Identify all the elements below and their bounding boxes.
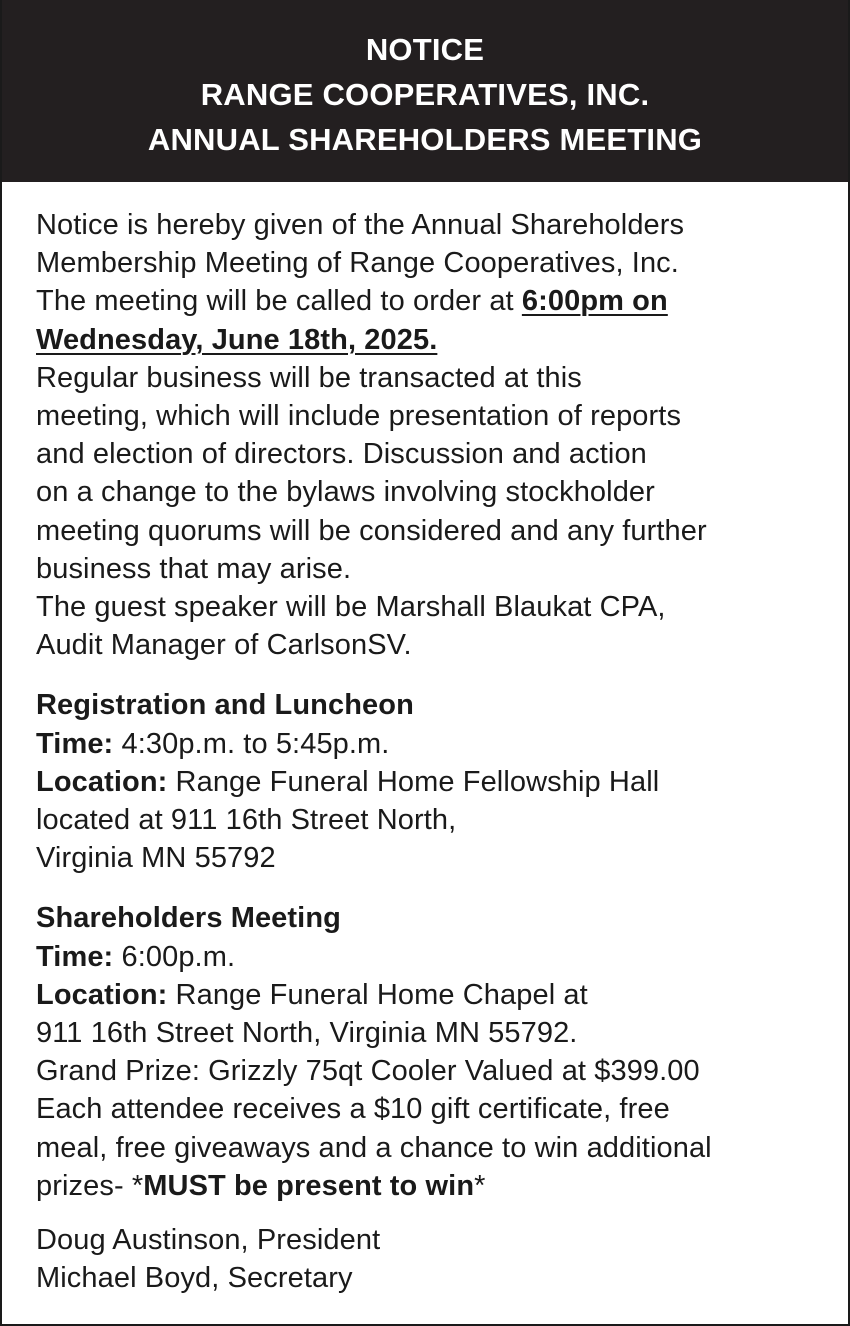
must-be-present: MUST be present to win bbox=[143, 1169, 475, 1202]
location-value: Range Funeral Home Fellowship Hall bbox=[167, 765, 660, 798]
meeting-location bbox=[36, 976, 848, 1014]
time-value: 6:00p.m. bbox=[113, 940, 236, 973]
notice-body bbox=[2, 182, 848, 1297]
meeting-date: Wednesday, June 18th, 2025. bbox=[36, 323, 438, 356]
section-spacer bbox=[36, 664, 848, 686]
signature-president: Doug Austinson, President bbox=[36, 1224, 381, 1257]
meeting-address: 911 16th Street North, Virginia MN 55792. bbox=[36, 1017, 578, 1050]
location-label: Location: bbox=[36, 978, 168, 1011]
signature-secretary: Michael Boyd, Secretary bbox=[36, 1262, 353, 1295]
header-notice-title: NOTICE bbox=[365, 32, 485, 67]
meeting-heading: Shareholders Meeting bbox=[36, 902, 341, 935]
business-line: meeting, which will include presentation of reports bbox=[36, 400, 682, 433]
location-value: Range Funeral Home Chapel at bbox=[167, 978, 588, 1011]
grand-prize: Grand Prize: Grizzly 75qt Cooler Valued at $399.00 bbox=[36, 1055, 700, 1088]
section-spacer bbox=[36, 1205, 848, 1221]
business-line: meeting quorums will be considered and any further bbox=[36, 514, 707, 547]
meeting-time: 6:00pm on bbox=[521, 285, 668, 318]
time-value: 4:30p.m. to 5:45p.m. bbox=[113, 727, 390, 760]
prizes-suffix: * bbox=[474, 1169, 486, 1202]
section-spacer bbox=[36, 877, 848, 899]
registration-location bbox=[36, 763, 848, 801]
guest-speaker-line: The guest speaker will be Marshall Blaukat CPA, bbox=[36, 591, 666, 624]
intro-date-line bbox=[36, 321, 848, 359]
business-line: Regular business will be transacted at this bbox=[36, 361, 582, 394]
intro-call-to-order bbox=[36, 282, 848, 320]
registration-address: located at 911 16th Street North, bbox=[36, 804, 457, 837]
location-label: Location: bbox=[36, 765, 168, 798]
registration-heading: Registration and Luncheon bbox=[36, 689, 414, 722]
notice-header bbox=[2, 0, 848, 182]
prizes-prefix: prizes- * bbox=[36, 1169, 144, 1202]
time-label: Time: bbox=[36, 940, 114, 973]
meeting-time-line bbox=[36, 938, 848, 976]
header-meeting-title: ANNUAL SHAREHOLDERS MEETING bbox=[147, 122, 703, 157]
intro-line: Membership Meeting of Range Cooperatives, Inc. bbox=[36, 247, 679, 280]
guest-speaker-line: Audit Manager of CarlsonSV. bbox=[36, 629, 412, 662]
intro-line: Notice is hereby given of the Annual Shareholders bbox=[36, 209, 685, 241]
business-line: and election of directors. Discussion and action bbox=[36, 438, 647, 471]
time-label: Time: bbox=[36, 727, 114, 760]
header-company-name: RANGE COOPERATIVES, INC. bbox=[200, 77, 650, 112]
registration-address: Virginia MN 55792 bbox=[36, 842, 276, 875]
attendee-benefits: meal, free giveaways and a chance to win additional bbox=[36, 1131, 712, 1164]
business-line: business that may arise. bbox=[36, 552, 352, 585]
registration-time bbox=[36, 725, 848, 763]
business-line: on a change to the bylaws involving stockholder bbox=[36, 476, 655, 509]
must-be-present-line bbox=[36, 1167, 848, 1205]
call-to-order-text: The meeting will be called to order at bbox=[36, 285, 522, 318]
attendee-benefits: Each attendee receives a $10 gift certificate, free bbox=[36, 1093, 670, 1126]
